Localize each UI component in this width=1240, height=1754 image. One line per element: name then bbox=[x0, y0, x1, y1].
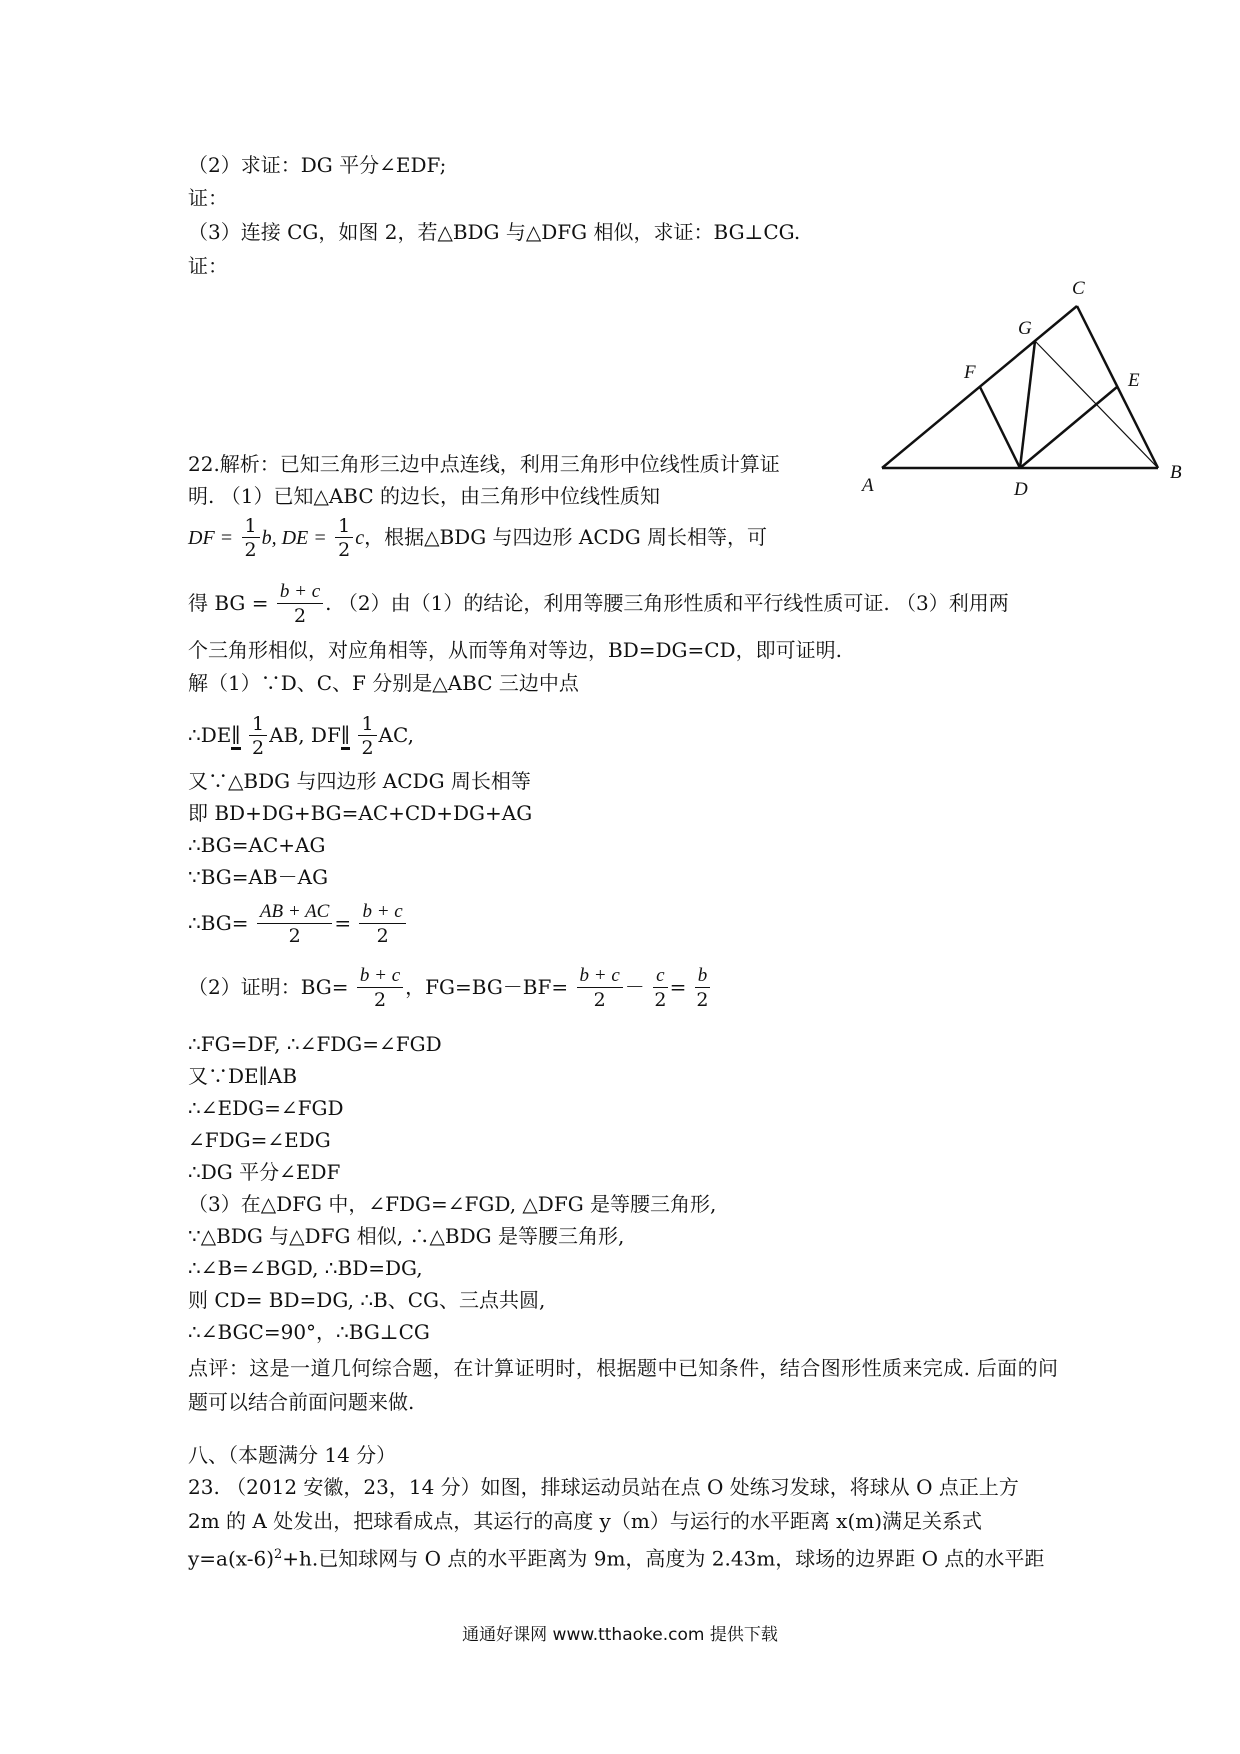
solution-line-6: ∵BG=AB－AG bbox=[188, 865, 329, 889]
half-fraction-ab: $\frac{1}{2}$ bbox=[249, 713, 267, 760]
proof2-line-1: （2）证明：BG= $\frac{b + c}{2}$ ，FG=BG－BF= $\frac{b + c}{2}$ － $\frac{c}{2}$ = $\frac{b}{2}$ bbox=[188, 965, 709, 1011]
solution-line-3: 又∵△BDG 与四边形 ACDG 周长相等 bbox=[188, 769, 531, 793]
c-label: c bbox=[355, 527, 365, 549]
q2-proof-label: 证： bbox=[188, 186, 228, 210]
q23-line-1: 23. （2012 安徽，23，14 分）如图，排球运动员站在点 O 处练习发球，将球从 O 点正上方 bbox=[188, 1475, 1019, 1499]
proof2-line-5: ∠FDG=∠EDG bbox=[188, 1128, 331, 1152]
segment-de bbox=[1020, 387, 1117, 468]
comment: 点评：这是一道几何综合题，在计算证明时，根据题中已知条件，结合图形性质来完成. 后面的问题可以结合前面问题来做. bbox=[188, 1356, 1058, 1414]
proof2-line-3: 又∵DE∥AB bbox=[188, 1064, 298, 1088]
proof2-line-6: ∴DG 平分∠EDF bbox=[188, 1160, 341, 1184]
proof3-line-3: ∴∠B=∠BGD, ∴BD=DG, bbox=[188, 1256, 423, 1280]
proof2-c-fraction: $\frac{c}{2}$ bbox=[654, 965, 667, 1011]
solution-line-5: ∴BG=AC+AG bbox=[188, 833, 326, 857]
analysis-line-3 bbox=[188, 512, 767, 563]
analysis-line-1: 22.解析：已知三角形三边中点连线，利用三角形中位线性质计算证 bbox=[188, 452, 780, 476]
b-de-label: b, DE = bbox=[261, 527, 327, 549]
df-label: DF = bbox=[188, 527, 234, 549]
label-f: F bbox=[964, 362, 976, 383]
q23-line-2: 2m 的 A 处发出，把球看成点，其运行的高度 y（m）与运行的水平距离 x(m)满足关系式 bbox=[188, 1509, 983, 1533]
section-heading: 八、（本题满分 14 分） bbox=[188, 1443, 397, 1467]
half-fraction-ac: $\frac{1}{2}$ bbox=[358, 713, 376, 760]
analysis-line-2: 明. （1）已知△ABC 的边长，由三角形中位线性质知 bbox=[188, 484, 660, 508]
analysis-line-5: 个三角形相似，对应角相等，从而等角对等边，BD=DG=CD，即可证明. bbox=[188, 638, 842, 662]
proof2-b-fraction: $\frac{b}{2}$ bbox=[696, 965, 709, 1011]
half-fraction-c: $\frac{1}{2}$ bbox=[335, 515, 353, 562]
footer: 通通好课网 www.tthaoke.com 提供下载 bbox=[462, 1625, 778, 1645]
q3-proof-label: 证： bbox=[188, 254, 228, 278]
analysis-line-4-rest: . （2）由（1）的结论，利用等腰三角形性质和平行线性质可证. （3）利用两 bbox=[325, 591, 1009, 615]
segment-df bbox=[980, 387, 1020, 468]
proof3-line-2: ∵△BDG 与△DFG 相似, ∴△BDG 是等腰三角形, bbox=[188, 1224, 625, 1248]
proof3-line-4: 则 CD= BD=DG, ∴B、CG、三点共圆, bbox=[188, 1288, 546, 1312]
label-d: D bbox=[1014, 479, 1028, 500]
analysis-line-3-rest: ，根据△BDG 与四边形 ACDG 周长相等，可 bbox=[364, 525, 768, 549]
proof2-line-4: ∴∠EDG=∠FGD bbox=[188, 1096, 344, 1120]
q23-line-3: $y=a(x-6)^2+h$.已知球网与 O 点的水平距离为 9m，高度为 2.43m，球场的边界距 O 点的水平距 bbox=[188, 1546, 1045, 1571]
proof2-fg-fraction: $\frac{b + c}{2}$ bbox=[577, 965, 623, 1012]
solution-line-1: 解（1）∵D、C、F 分别是△ABC 三边中点 bbox=[188, 671, 579, 695]
q3-prompt: （3）连接 CG，如图 2，若△BDG 与△DFG 相似，求证：BG⊥CG. bbox=[188, 220, 801, 244]
segment-bg bbox=[1035, 341, 1158, 468]
analysis-line-4 bbox=[188, 578, 1009, 628]
half-fraction-b: $\frac{1}{2}$ bbox=[242, 515, 260, 562]
bg-fraction: $\frac{b + c}{2}$ bbox=[277, 581, 323, 628]
proof2-line-2: ∴FG=DF, ∴∠FDG=∠FGD bbox=[188, 1032, 442, 1056]
bg-sum-fraction: $\frac{AB + AC}{2}$ bbox=[257, 901, 332, 948]
proof3-line-1: （3）在△DFG 中，∠FDG=∠FGD, △DFG 是等腰三角形, bbox=[188, 1192, 717, 1216]
proof3-line-5: ∴∠BGC=90°，∴BG⊥CG bbox=[188, 1320, 430, 1344]
edge-bc bbox=[1077, 306, 1158, 468]
bc-fraction: $\frac{b + c}{2}$ bbox=[359, 901, 405, 948]
label-a: A bbox=[862, 475, 874, 496]
label-g: G bbox=[1018, 318, 1032, 339]
label-c: C bbox=[1072, 278, 1085, 299]
bg-label: 得 BG = bbox=[188, 591, 269, 615]
segment-dg bbox=[1020, 341, 1035, 468]
solution-line-2: ∴DE∥ $\frac{1}{2}$ AB, DF∥ $\frac{1}{2}$ AC, bbox=[188, 713, 414, 759]
proof2-bg-fraction: $\frac{b + c}{2}$ bbox=[357, 965, 403, 1012]
q2-prompt: （2）求证：DG 平分∠EDF; bbox=[188, 153, 447, 177]
solution-line-7: ∴BG= $\frac{AB + AC}{2}$ = $\frac{b + c}{2}$ bbox=[188, 898, 408, 948]
label-b: B bbox=[1170, 462, 1182, 483]
solution-line-4: 即 BD+DG+BG=AC+CD+DG+AG bbox=[188, 801, 533, 825]
triangle-figure bbox=[852, 278, 1192, 508]
label-e: E bbox=[1128, 370, 1140, 391]
